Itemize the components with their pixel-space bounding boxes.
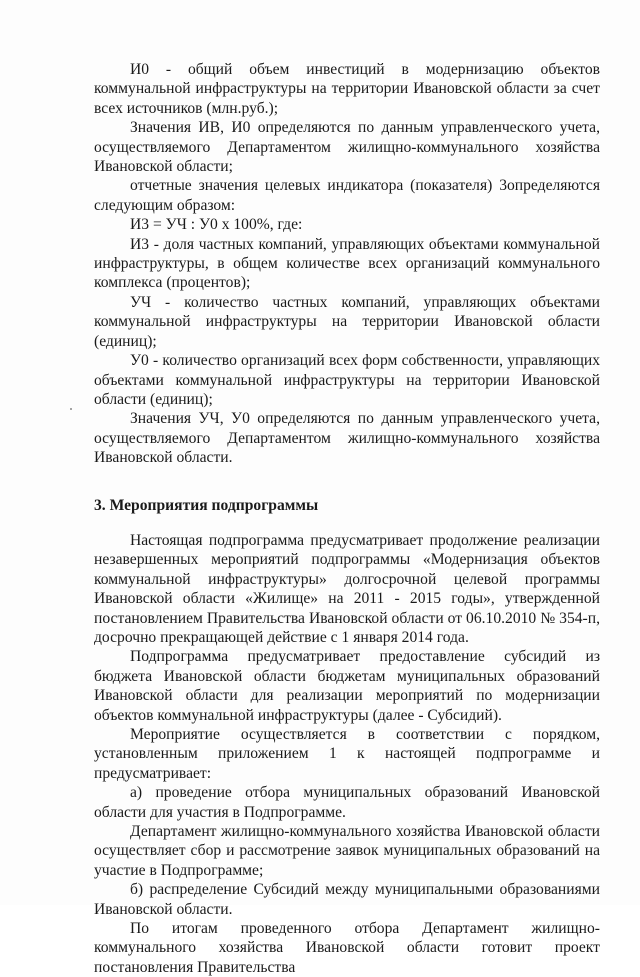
paragraph: Мероприятие осуществляется в соответствии с порядком, установленным приложением 1 к настоящей подпрограмме и предусматривает: <box>94 726 600 782</box>
paragraph: Департамент жилищно-коммунального хозяйства Ивановской области осуществляет сбор и рассмотрение заявок муниципальных образований на участие в Подпрограмме; <box>94 823 600 879</box>
paragraph: У0 - количество организаций всех форм собственности, управляющих объектами коммунальной инфраструктуры на территории Ивановской области (единиц); <box>94 352 600 408</box>
paragraph: Настоящая подпрограмма предусматривает продолжение реализации незавершенных мероприятий подпрограммы «Модернизация объектов коммунальной инфраструктуры» долгосрочной целевой программы Ивановской области «Жилище» на 2011 - 2015 годы», утвержденной постановлением Правительства Ивановской области от 06.10.2010 № 354-п, досрочно прекращающей действие с 1 января 2014 года. <box>94 531 600 646</box>
paragraph: б) распределение Субсидий между муниципальными образованиями Ивановской области. <box>94 881 600 918</box>
document-body <box>94 60 600 977</box>
scan-speck <box>70 408 72 410</box>
paragraph: Значения УЧ, У0 определяются по данным управленческого учета, осуществляемого Департаментом жилищно-коммунального хозяйства Ивановской области. <box>94 410 600 467</box>
paragraph: Подпрограмма предусматривает предоставление субсидий из бюджета Ивановской области бюджетам муниципальных образований Ивановской области для реализации мероприятий по модернизации объектов коммунальной инфраструктуры (далее - Субсидий). <box>94 648 600 724</box>
paragraph: И3 - доля частных компаний, управляющих объектами коммунальной инфраструктуры, в общем количестве всех организаций коммунального комплекса (процентов); <box>94 235 600 292</box>
section-title: 3. Мероприятия подпрограммы <box>94 496 319 514</box>
paragraph: УЧ - количество частных компаний, управляющих объектами коммунальной инфраструктуры на территории Ивановской области (единиц); <box>94 293 600 350</box>
paragraph: По итогам проведенного отбора Департамент жилищно-коммунального хозяйства Ивановской области готовит проект постановления Правительства <box>94 920 600 976</box>
paragraph: а) проведение отбора муниципальных образований Ивановской области для участия в Подпрограмме. <box>94 784 600 821</box>
paragraph: И0 - общий объем инвестиций в модернизацию объектов коммунальной инфраструктуры на территории Ивановской области за счет всех источников (млн.руб.); <box>94 61 600 117</box>
paragraph: Значения ИВ, И0 определяются по данным управленческого учета, осуществляемого Департаментом жилищно-коммунального хозяйства Ивановской области; <box>94 119 600 176</box>
paragraph: отчетные значения целевых индикатора (показателя) 3определяются следующим образом: <box>94 177 600 214</box>
formula: И3 = УЧ : У0 х 100%, где: <box>130 216 303 234</box>
